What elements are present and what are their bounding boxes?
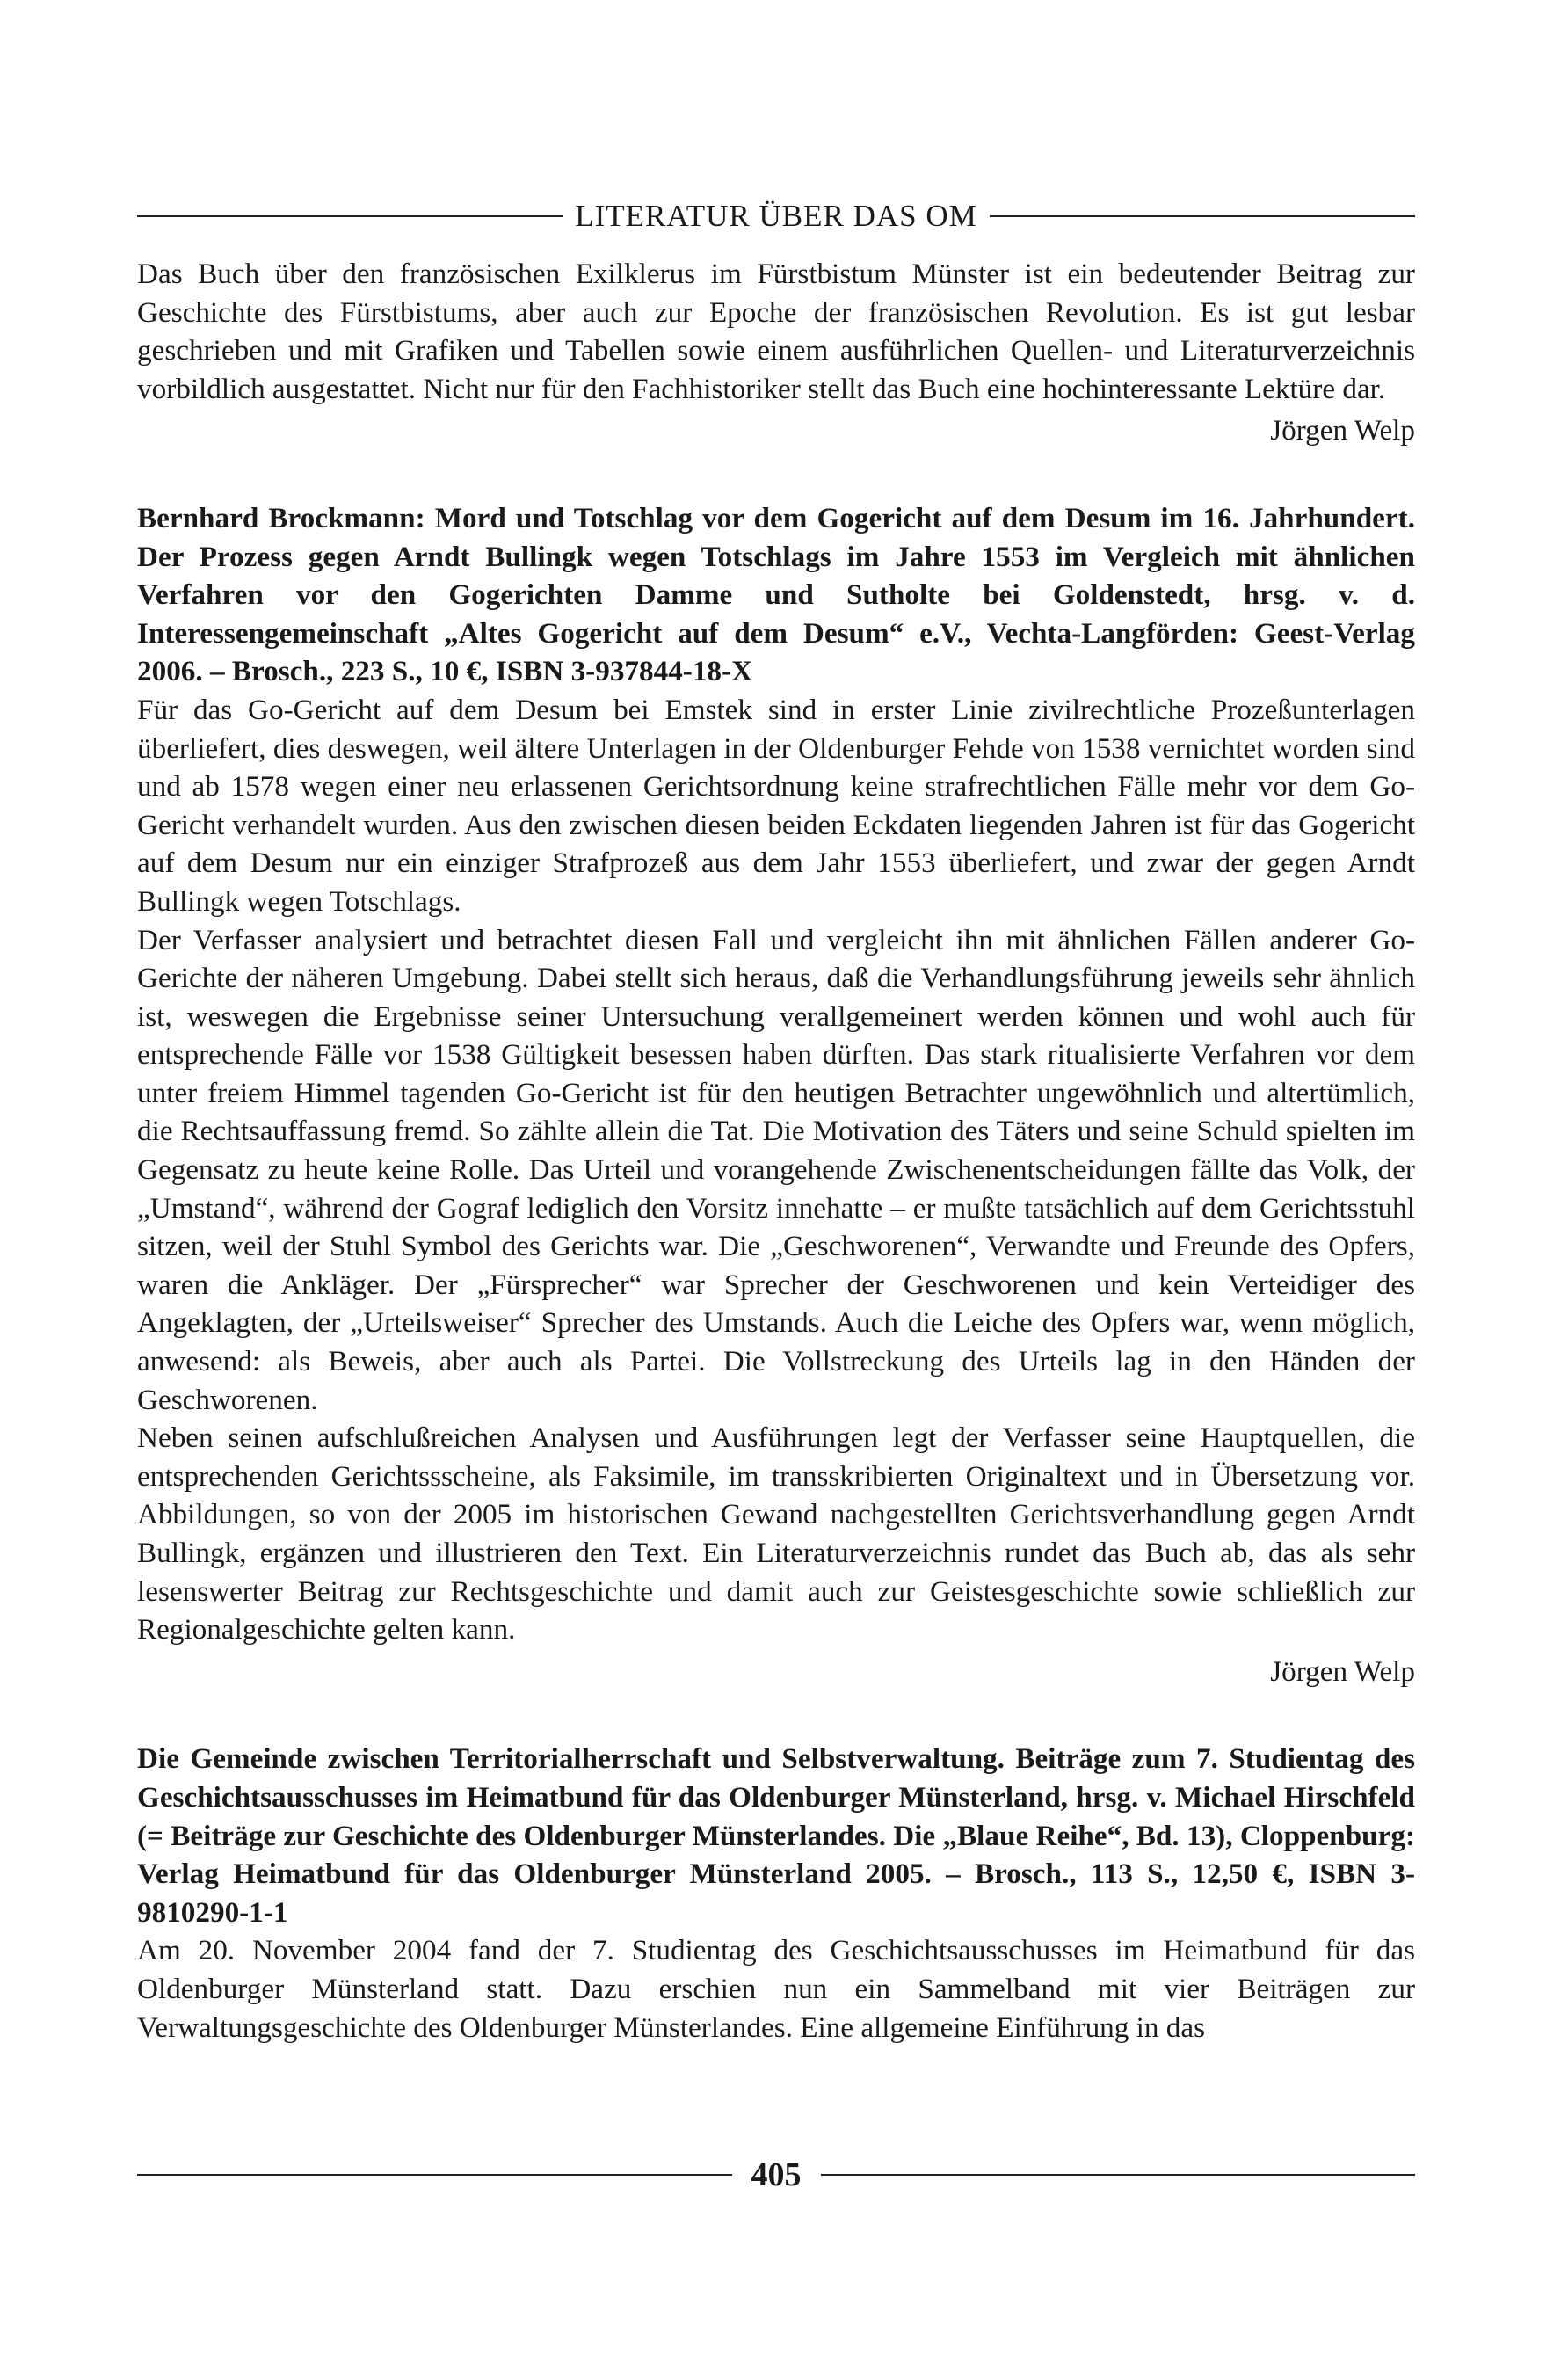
- page-content: [137, 255, 1415, 2046]
- paragraph: Das Buch über den französischen Exilklerus im Fürstbistum Münster ist ein bedeutender Beitrag zur Geschichte des Fürstbistums, aber auch zur Epoche der französischen Revolution. Es ist gut lesbar geschrieben und mit Grafiken und Tabellen sowie einem ausführlichen Quellen- und Literaturverzeichnis vorbildlich ausgestattet. Nicht nur für den Fachhistoriker stellt das Buch eine hochinteressante Lektüre dar.: [137, 258, 1415, 405]
- footer-rule-right: [821, 2174, 1416, 2176]
- header-rule-left: [137, 215, 563, 217]
- review-heading: Bernhard Brockmann: Mord und Totschlag vor dem Gogericht auf dem Desum im 16. Jahrhundert. Der Prozess gegen Arndt Bullingk wegen Totschlags im Jahre 1553 im Vergleich mit ähnlichen Verfahren vor den Gogerichten Damme und Sutholte bei Goldenstedt, hrsg. v. d. Interessengemeinschaft „Altes Gogericht auf dem Desum“ e.V., Vechta-Langförden: Geest-Verlag 2006. – Brosch., 223 S., 10 €, ISBN 3-937844-18-X: [137, 501, 1415, 688]
- running-title: LITERATUR ÜBER DAS OM: [575, 199, 977, 233]
- paragraph: Für das Go-Gericht auf dem Desum bei Emstek sind in erster Linie zivilrechtliche Prozeßunterlagen überliefert, dies deswegen, weil ältere Unterlagen in der Oldenburger Fehde von 1538 vernichtet worden sind und ab 1578 wegen einer neu erlassenen Gerichtsordnung keine strafrechtlichen Fälle mehr vor dem Go-Gericht verhandelt wurden. Aus den zwischen diesen beiden Eckdaten liegenden Jahren ist für das Gogericht auf dem Desum nur ein einziger Strafprozeß aus dem Jahr 1553 überliefert, und zwar der gegen Arndt Bullingk wegen Totschlags.: [137, 693, 1415, 918]
- paragraph: Am 20. November 2004 fand der 7. Studientag des Geschichtsausschusses im Heimatbund für das Oldenburger Münsterland statt. Dazu erschien nun ein Sammelband mit vier Beiträgen zur Verwaltungsgeschichte des Oldenburger Münsterlandes. Eine allgemeine Einführung in das: [137, 1934, 1415, 2044]
- review-brockmann: [137, 499, 1415, 1690]
- paragraph: Der Verfasser analysiert und betrachtet diesen Fall und vergleicht ihn mit ähnlichen Fällen anderer Go-Gerichte der näheren Umgebung. Dabei stellt sich heraus, daß die Verhandlungsführung jeweils sehr ähnlich ist, weswegen die Ergebnisse seiner Untersuchung verallgemeinert werden können und wohl auch für entsprechende Fälle vor 1538 Gültigkeit besessen haben dürften. Das stark ritualisierte Verfahren vor dem unter freiem Himmel tagenden Go-Gericht ist für den heutigen Betrachter ungewöhnlich und altertümlich, die Rechtsauffassung fremd. So zählte allein die Tat. Die Motivation des Täters und seine Schuld spielten im Gegensatz zu heute keine Rolle. Das Urteil und vorangehende Zwischenentscheidungen fällte das Volk, der „Umstand“, während der Gograf lediglich den Vorsitz innehatte – er mußte tatsächlich auf dem Gerichtsstuhl sitzen, weil der Stuhl Symbol des Gerichts war. Die „Geschworenen“, Verwandte und Freunde des Opfers, waren die Ankläger. Der „Fürsprecher“ war Sprecher der Geschworenen und kein Verteidiger des Angeklagten, der „Urteilsweiser“ Sprecher des Umstands. Auch die Leiche des Opfers war, wenn möglich, anwesend: als Beweis, aber auch als Partei. Die Vollstreckung des Urteils lag in den Händen der Geschworenen.: [137, 923, 1415, 1416]
- review-gemeinde: [137, 1740, 1415, 2046]
- footer-rule-left: [137, 2174, 732, 2176]
- book-page: [137, 0, 1415, 2370]
- running-header: [137, 199, 1415, 234]
- reviewer-signature: Jörgen Welp: [1270, 1654, 1415, 1688]
- page-number: 405: [751, 2156, 802, 2193]
- header-rule-right: [990, 215, 1415, 217]
- reviewer-signature: Jörgen Welp: [1270, 414, 1415, 447]
- page-footer: [137, 2156, 1415, 2194]
- intro-review-end: [137, 255, 1415, 450]
- review-heading: Die Gemeinde zwischen Territorialherrschaft und Selbstverwaltung. Beiträge zum 7. Studientag des Geschichtsausschusses im Heimatbund für das Oldenburger Münsterland, hrsg. v. Michael Hirschfeld (= Beiträge zur Geschichte des Oldenburger Münsterlandes. Die „Blaue Reihe“, Bd. 13), Cloppenburg: Verlag Heimatbund für das Oldenburger Münsterland 2005. – Brosch., 113 S., 12,50 €, ISBN 3-9810290-1-1: [137, 1742, 1415, 1929]
- paragraph: Neben seinen aufschlußreichen Analysen und Ausführungen legt der Verfasser seine Hauptquellen, die entsprechenden Gerichtssscheine, als Faksimile, im transskribierten Originaltext und in Übersetzung vor. Abbildungen, so von der 2005 im historischen Gewand nachgestellten Gerichtsverhandlung gegen Arndt Bullingk, ergänzen und illustrieren den Text. Ein Literaturverzeichnis rundet das Buch ab, das als sehr lesenswerter Beitrag zur Rechtsgeschichte und damit auch zur Geistesgeschichte sowie schließlich zur Regionalgeschichte gelten kann.: [137, 1421, 1415, 1647]
